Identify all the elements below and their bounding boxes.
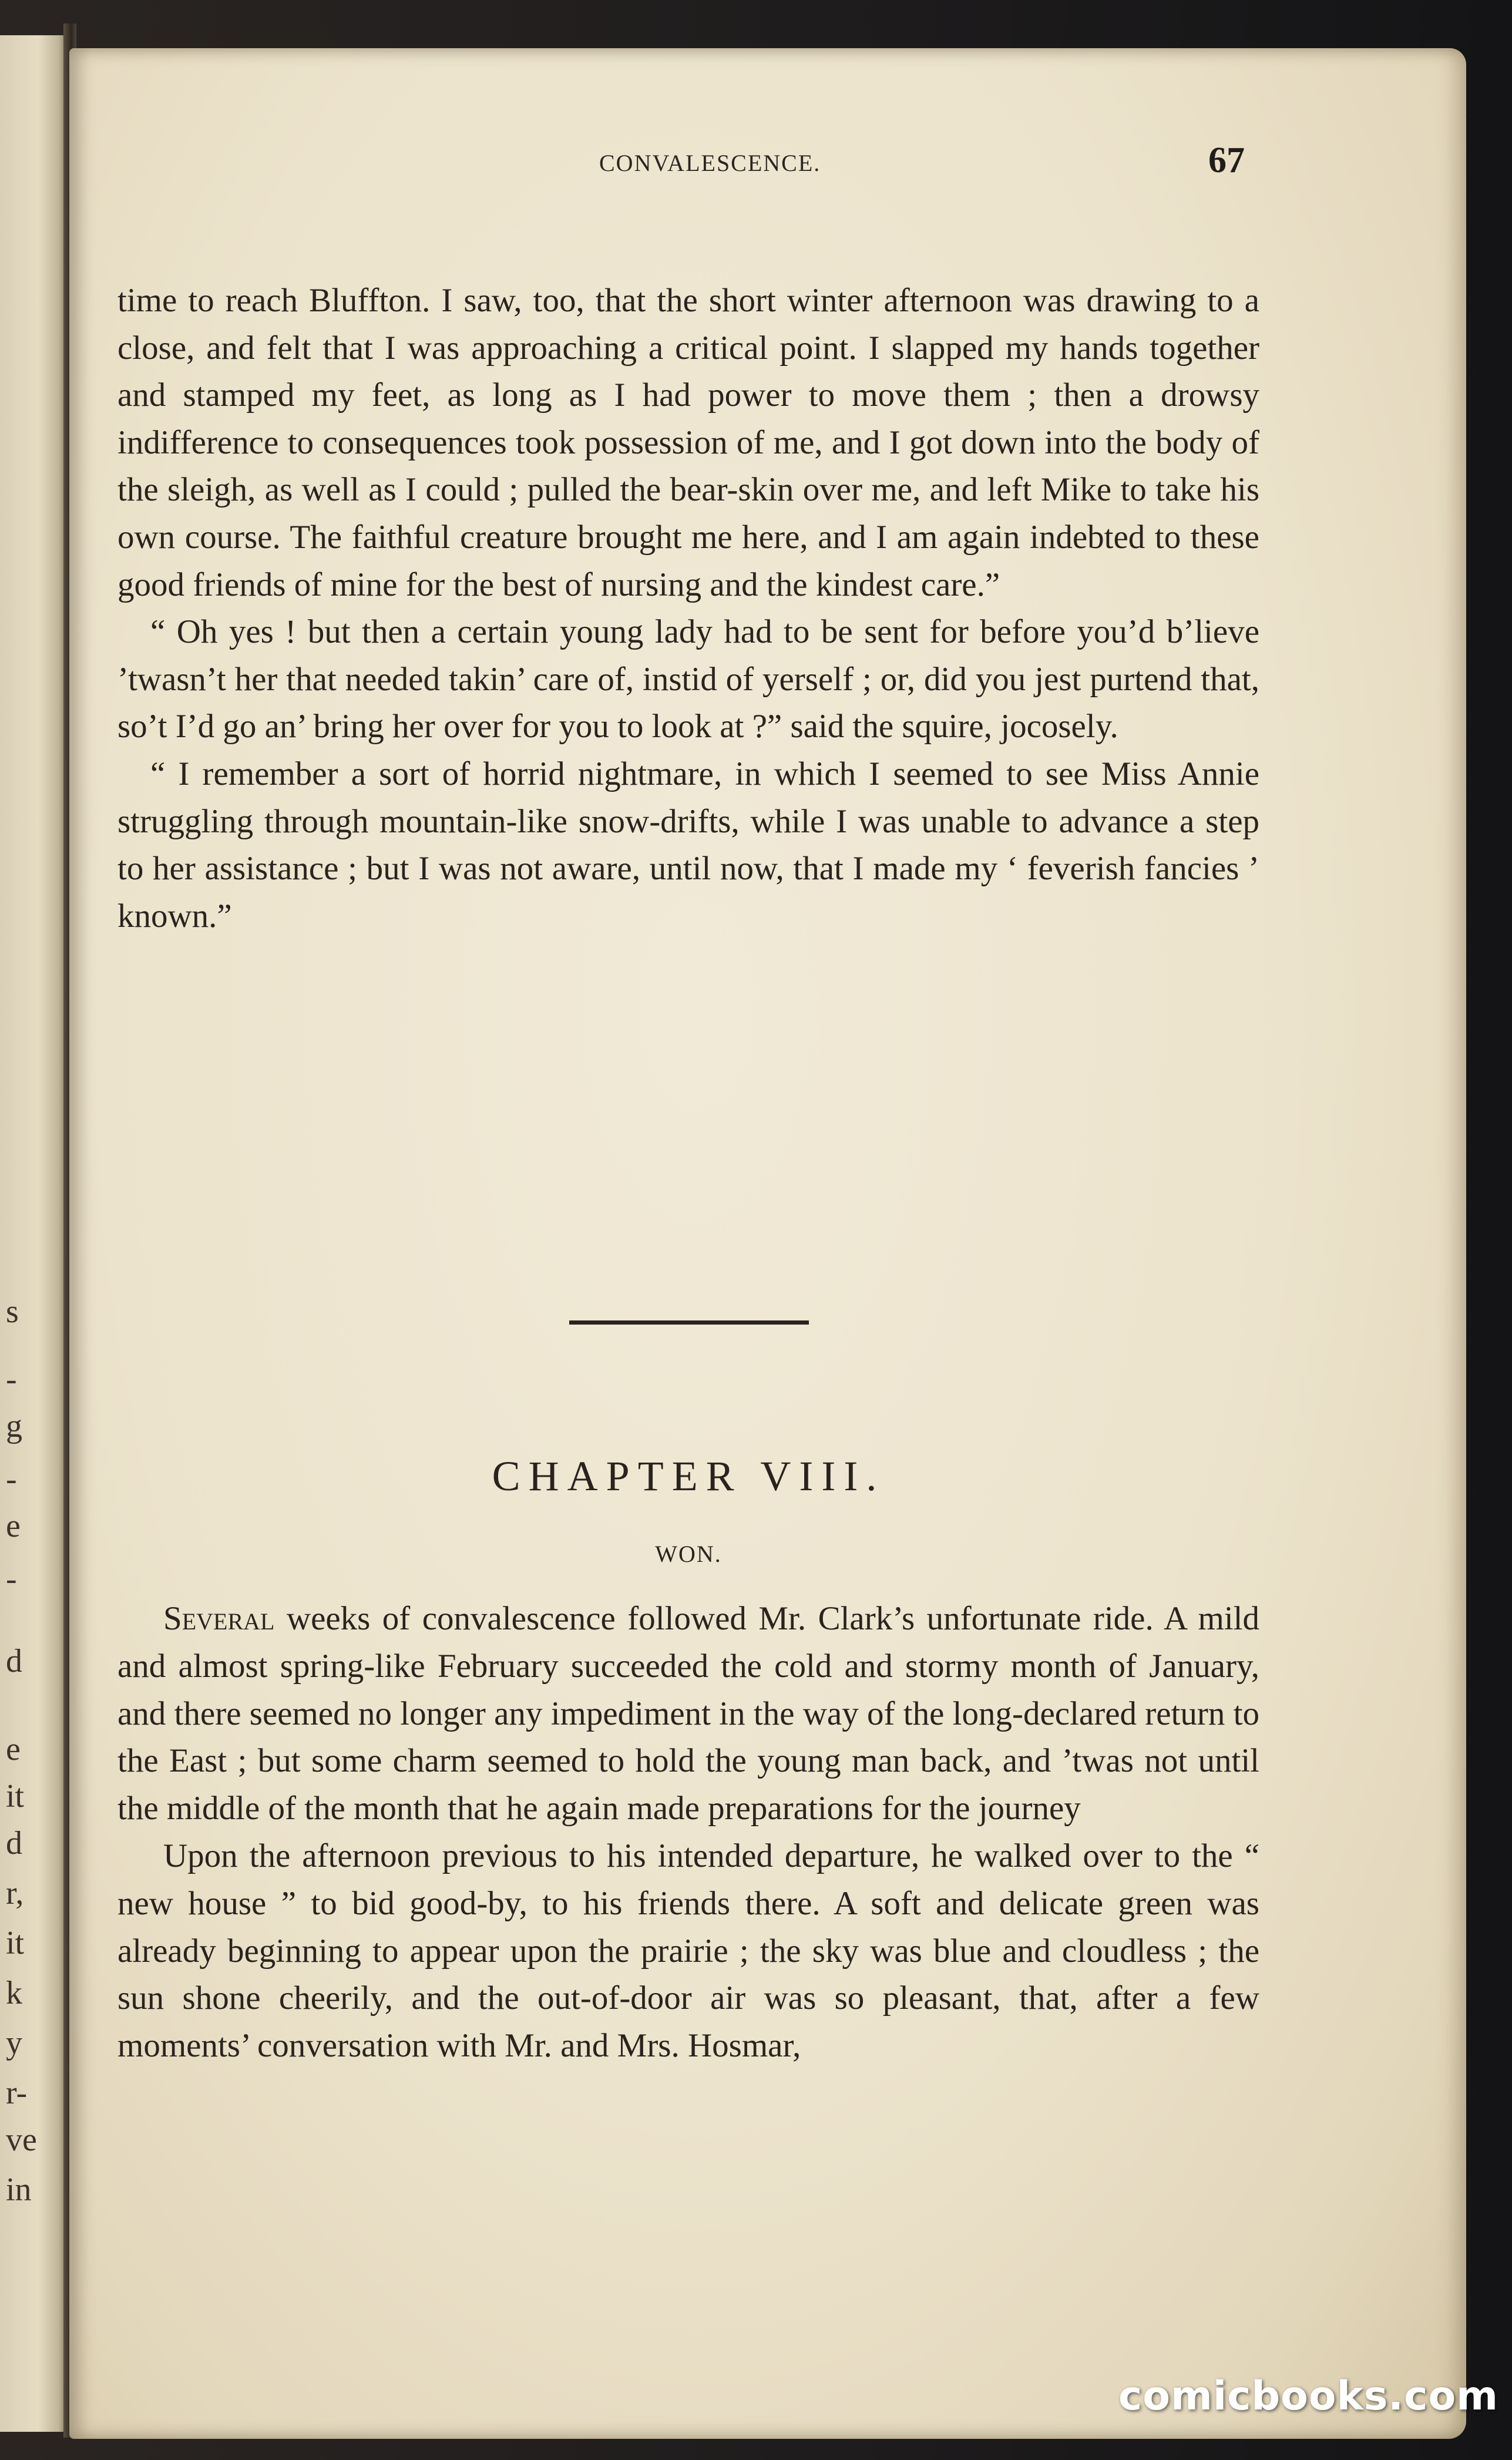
facing-page-fragment: - [6,1461,17,1497]
running-head: CONVALESCENCE. [599,150,821,176]
paragraph: “ Oh yes ! but then a certain young lady had to be sent for before you’d b’lieve ’twasn’t her that needed takin’ care of, instid of yerself ; or, did you jest purtend that, so’t I’d go an’ bring her over for you to look at ?” said the squire, jocosely. [117,613,1259,745]
facing-page-fragment: ve [6,2122,37,2158]
chapter-subtitle: WON. [655,1541,722,1567]
passage-text [117,277,1259,940]
facing-page-fragment: g [6,1408,22,1444]
facing-page-fragment: e [6,1508,21,1544]
lead-word: Several [163,1600,275,1637]
facing-page-edge [0,35,69,2432]
section-divider [569,1320,809,1325]
paragraph [117,1595,1259,1833]
facing-page-fragment: - [6,1361,17,1397]
page-number: 67 [1208,140,1245,180]
facing-page-fragment: y [6,2025,22,2061]
facing-page-fragment: s [6,1293,19,1330]
facing-page-fragment: e [6,1731,21,1767]
facing-page-fragment: r- [6,2075,28,2111]
facing-page-fragment: d [6,1643,22,1679]
facing-page-fragment: in [6,2172,32,2208]
chapter-title: CHAPTER VIII. [492,1453,885,1500]
paragraph: “ I remember a sort of horrid nightmare, in which I seemed to see Miss Annie struggling through mountain-like snow-drifts, while I was unable to advance a step to her assistance ; but I was not aware, until now, that I made my ‘ feverish fancies ’ known.” [117,755,1259,935]
facing-page-fragment: it [6,1925,25,1961]
facing-page-fragment: - [6,1561,17,1597]
paragraph: Upon the afternoon previous to his intended departure, he walked over to the “ new house ” to bid good-by, to his friends there. A soft and delicate green was already beginning to appear upon the prairie ; the sky was blue and cloudless ; the sun shone cheerily, and the out-of-door air was so pleasant, that, after a few moments’ conversation with Mr. and Mrs. Hosmar, [117,1837,1259,2065]
facing-page-fragment: it [6,1778,25,1814]
chapter-text [117,1595,1259,2070]
facing-page-fragment: d [6,1825,22,1861]
paragraph-text: weeks of convalescence followed Mr. Clark’s unfortunate ride. A mild and almost spring-like February succeeded the cold and stormy month of January, and there seemed no longer any impediment in the way of the long-declared return to the East ; but some charm seemed to hold the young man back, and ’twas not until the middle of the month that he again made preparations for the journey [117,1600,1259,1827]
facing-page-fragment: k [6,1975,22,2011]
paragraph: time to reach Bluffton. I saw, too, that the short winter afternoon was drawing to a close, and felt that I was approaching a critical point. I slapped my hands together and stamped my feet, as long as I had power to move them ; then a drowsy indifference to consequences took possession of me, and I got down into the body of the sleigh, as well as I could ; pulled the bear-skin over me, and left Mike to take his own course. The faithful creature brought me here, and I am again indebted to these good friends of mine for the best of nursing and the kindest care.” [117,282,1259,603]
watermark: comicbooks.com [1118,2373,1499,2419]
facing-page-fragment: r, [6,1875,24,1911]
